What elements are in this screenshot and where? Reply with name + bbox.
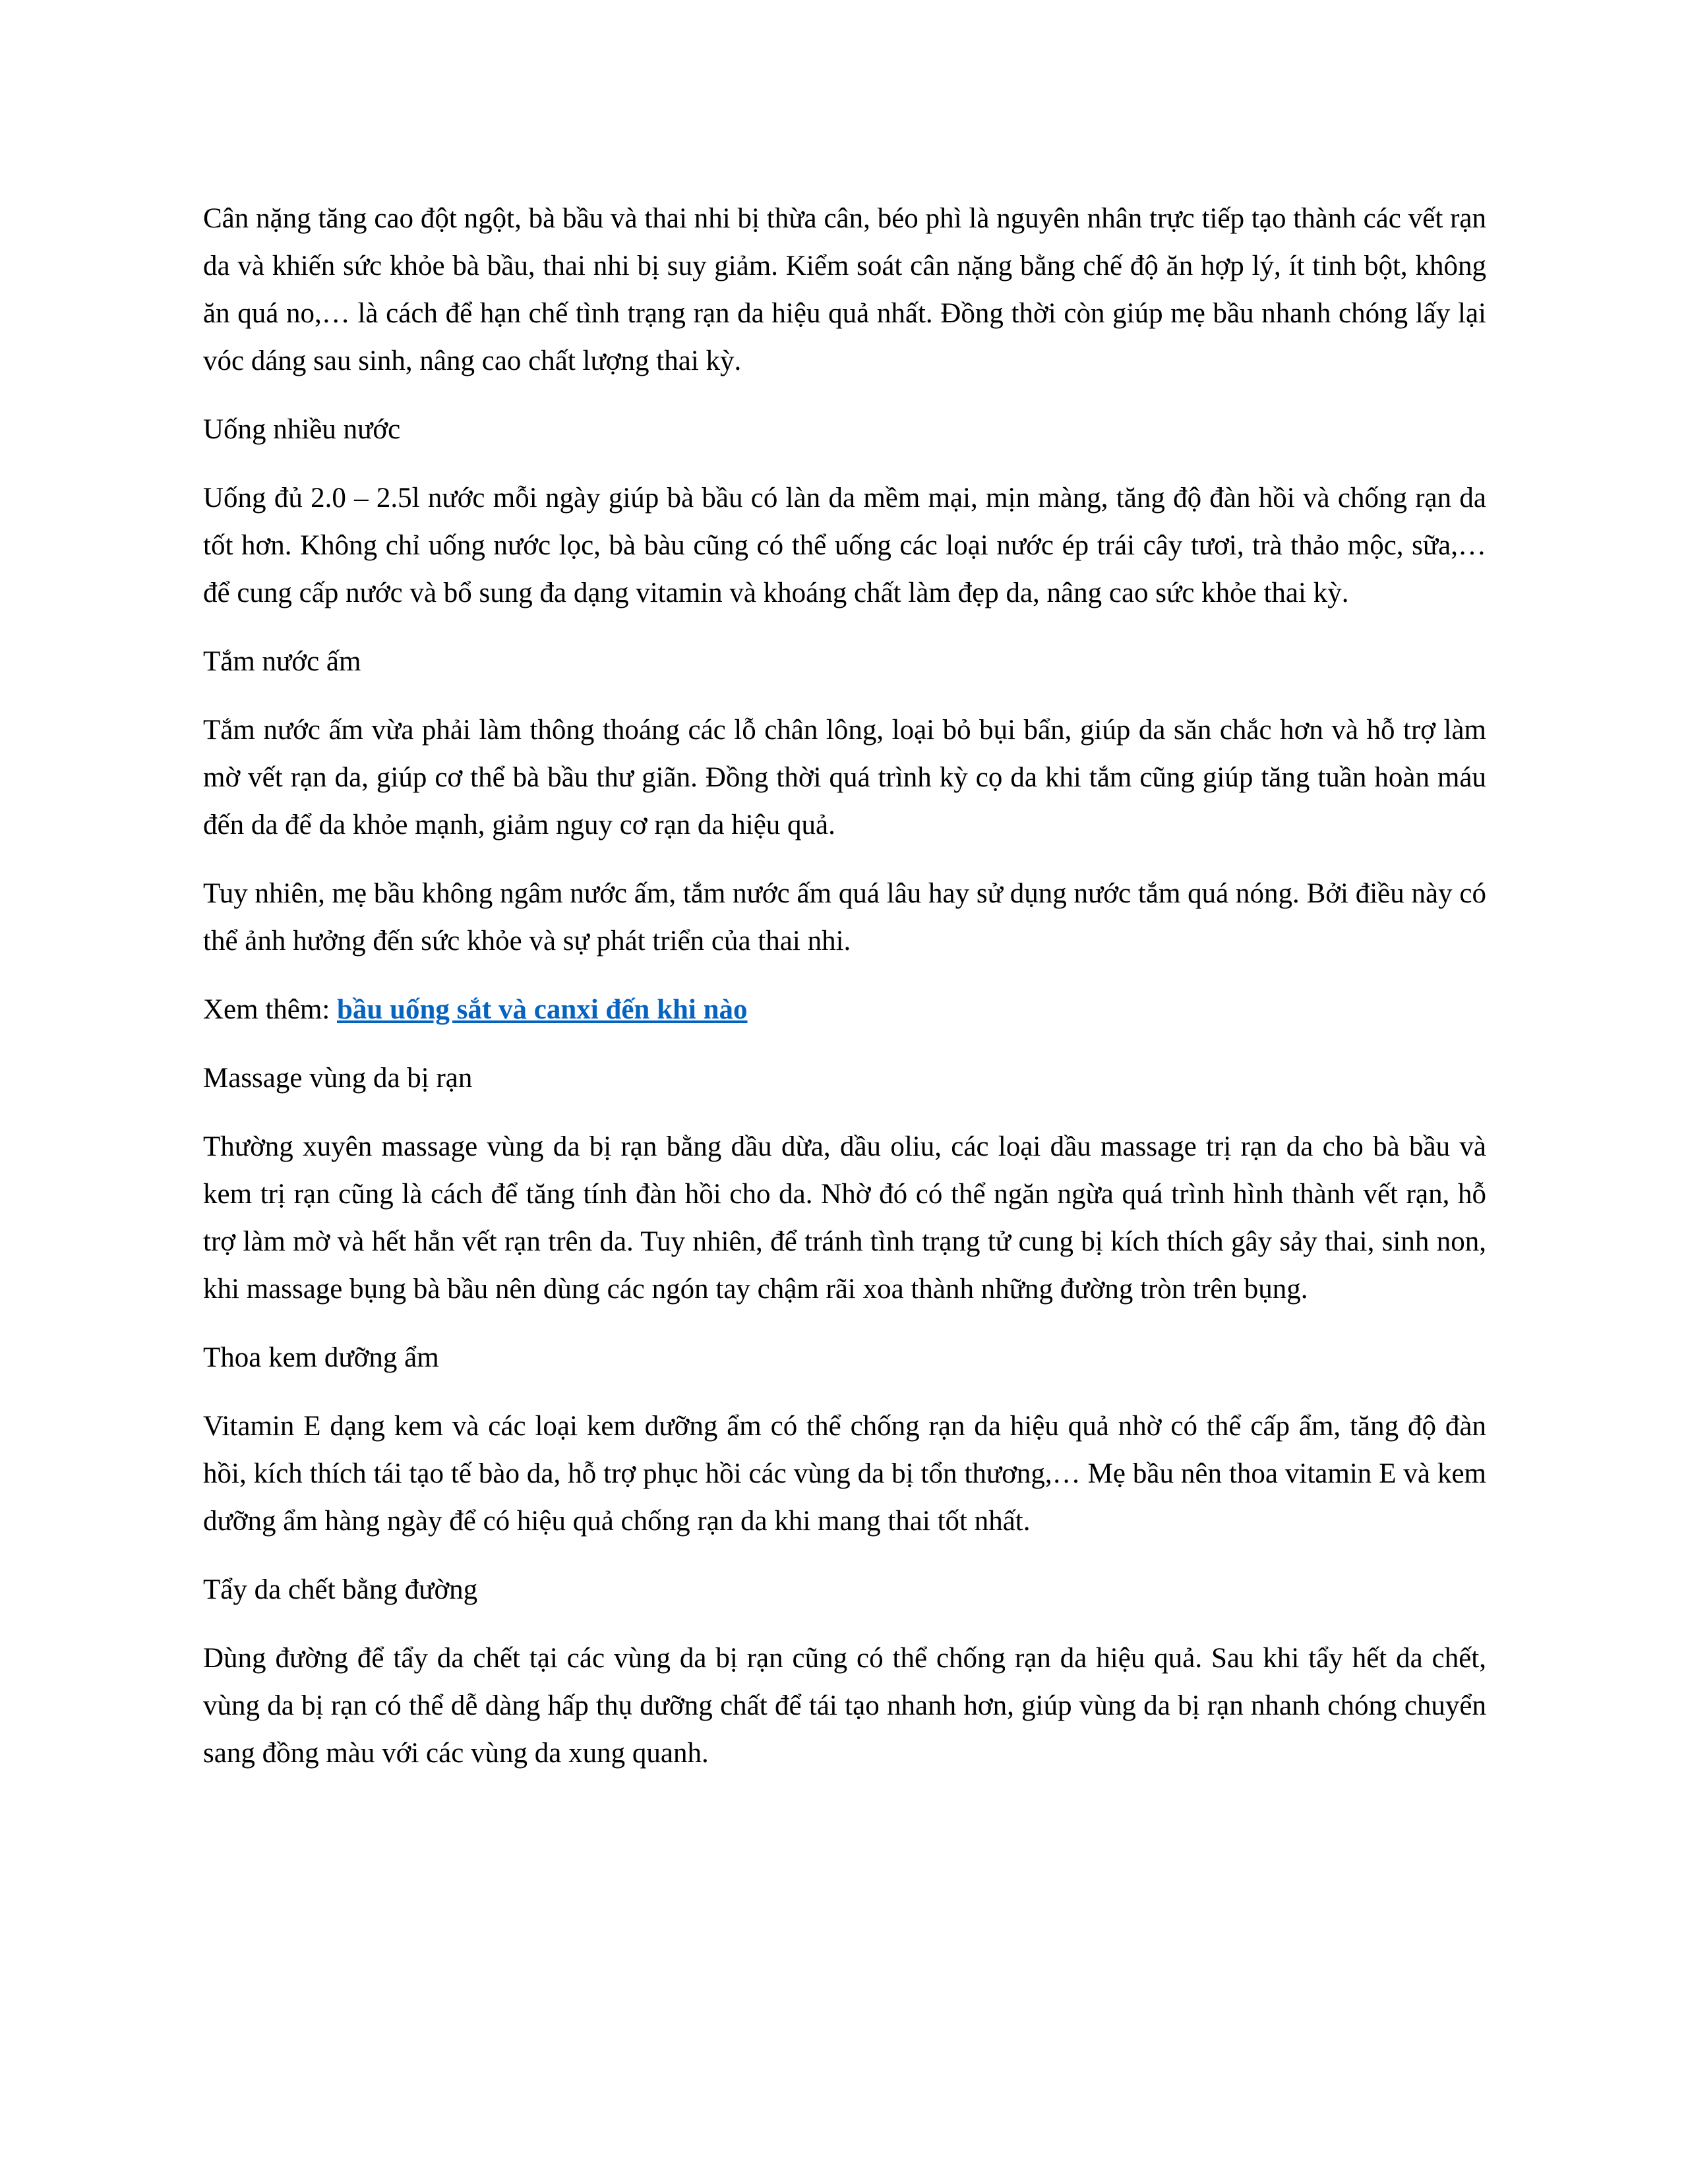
heading-moisturizer: Thoa kem dưỡng ẩm bbox=[203, 1342, 439, 1373]
heading-warm-bath: Tắm nước ấm bbox=[203, 646, 361, 677]
see-more-prefix: Xem thêm: bbox=[203, 994, 338, 1025]
paragraph-moisturizer: Vitamin E dạng kem và các loại kem dưỡng ẩm có thể chống rạn da hiệu quả nhờ có thể cấp ẩm, tăng độ đàn hồi, kích thích tái tạo tế bào da, hỗ trợ phục hồi các vùng da bị tổn thương,… Mẹ bầu nên thoa vitamin E và kem dưỡng ẩm hàng ngày để có hiệu quả chống rạn da khi mang thai tốt nhất. bbox=[203, 1411, 1486, 1537]
paragraph-sugar-exfoliation: Dùng đường để tẩy da chết tại các vùng da bị rạn cũng có thể chống rạn da hiệu quả. Sau khi tẩy hết da chết, vùng da bị rạn có thể dễ dàng hấp thụ dưỡng chất để tái tạo nhanh hơn, giúp vùng da bị rạn nhanh chóng chuyển sang đồng màu với các vùng da xung quanh. bbox=[203, 1643, 1486, 1769]
see-more-paragraph bbox=[203, 986, 1486, 1034]
paragraph-massage: Thường xuyên massage vùng da bị rạn bằng dầu dừa, dầu oliu, các loại dầu massage trị rạn da cho bà bầu và kem trị rạn cũng là cách để tăng tính đàn hồi cho da. Nhờ đó có thể ngăn ngừa quá trình hình thành vết rạn, hỗ trợ làm mờ và hết hẳn vết rạn trên da. Tuy nhiên, để tránh tình trạng tử cung bị kích thích gây sảy thai, sinh non, khi massage bụng bà bầu nên dùng các ngón tay chậm rãi xoa thành những đường tròn trên bụng. bbox=[203, 1131, 1486, 1305]
paragraph-warm-bath: Tắm nước ấm vừa phải làm thông thoáng các lỗ chân lông, loại bỏ bụi bẩn, giúp da săn chắc hơn và hỗ trợ làm mờ vết rạn da, giúp cơ thể bà bầu thư giãn. Đồng thời quá trình kỳ cọ da khi tắm cũng giúp tăng tuần hoàn máu đến da để da khỏe mạnh, giảm nguy cơ rạn da hiệu quả. bbox=[203, 715, 1486, 841]
see-more-link[interactable]: bầu uống sắt và canxi đến khi nào bbox=[337, 994, 748, 1025]
paragraph-warm-bath-warning: Tuy nhiên, mẹ bầu không ngâm nước ấm, tắm nước ấm quá lâu hay sử dụng nước tắm quá nóng. Bởi điều này có thể ảnh hưởng đến sức khỏe và sự phát triển của thai nhi. bbox=[203, 878, 1486, 957]
heading-sugar-exfoliation: Tẩy da chết bằng đường bbox=[203, 1574, 478, 1605]
paragraph-weight-control: Cân nặng tăng cao đột ngột, bà bầu và thai nhi bị thừa cân, béo phì là nguyên nhân trực tiếp tạo thành các vết rạn da và khiến sức khỏe bà bầu, thai nhi bị suy giảm. Kiểm soát cân nặng bằng chế độ ăn hợp lý, ít tinh bột, không ăn quá no,… là cách để hạn chế tình trạng rạn da hiệu quả nhất. Đồng thời còn giúp mẹ bầu nhanh chóng lấy lại vóc dáng sau sinh, nâng cao chất lượng thai kỳ. bbox=[203, 203, 1486, 376]
heading-drink-water: Uống nhiều nước bbox=[203, 414, 401, 445]
paragraph-drink-water: Uống đủ 2.0 – 2.5l nước mỗi ngày giúp bà bầu có làn da mềm mại, mịn màng, tăng độ đàn hồi và chống rạn da tốt hơn. Không chỉ uống nước lọc, bà bàu cũng có thể uống các loại nước ép trái cây tươi, trà thảo mộc, sữa,… để cung cấp nước và bổ sung đa dạng vitamin và khoáng chất làm đẹp da, nâng cao sức khỏe thai kỳ. bbox=[203, 483, 1486, 608]
heading-massage: Massage vùng da bị rạn bbox=[203, 1063, 473, 1094]
